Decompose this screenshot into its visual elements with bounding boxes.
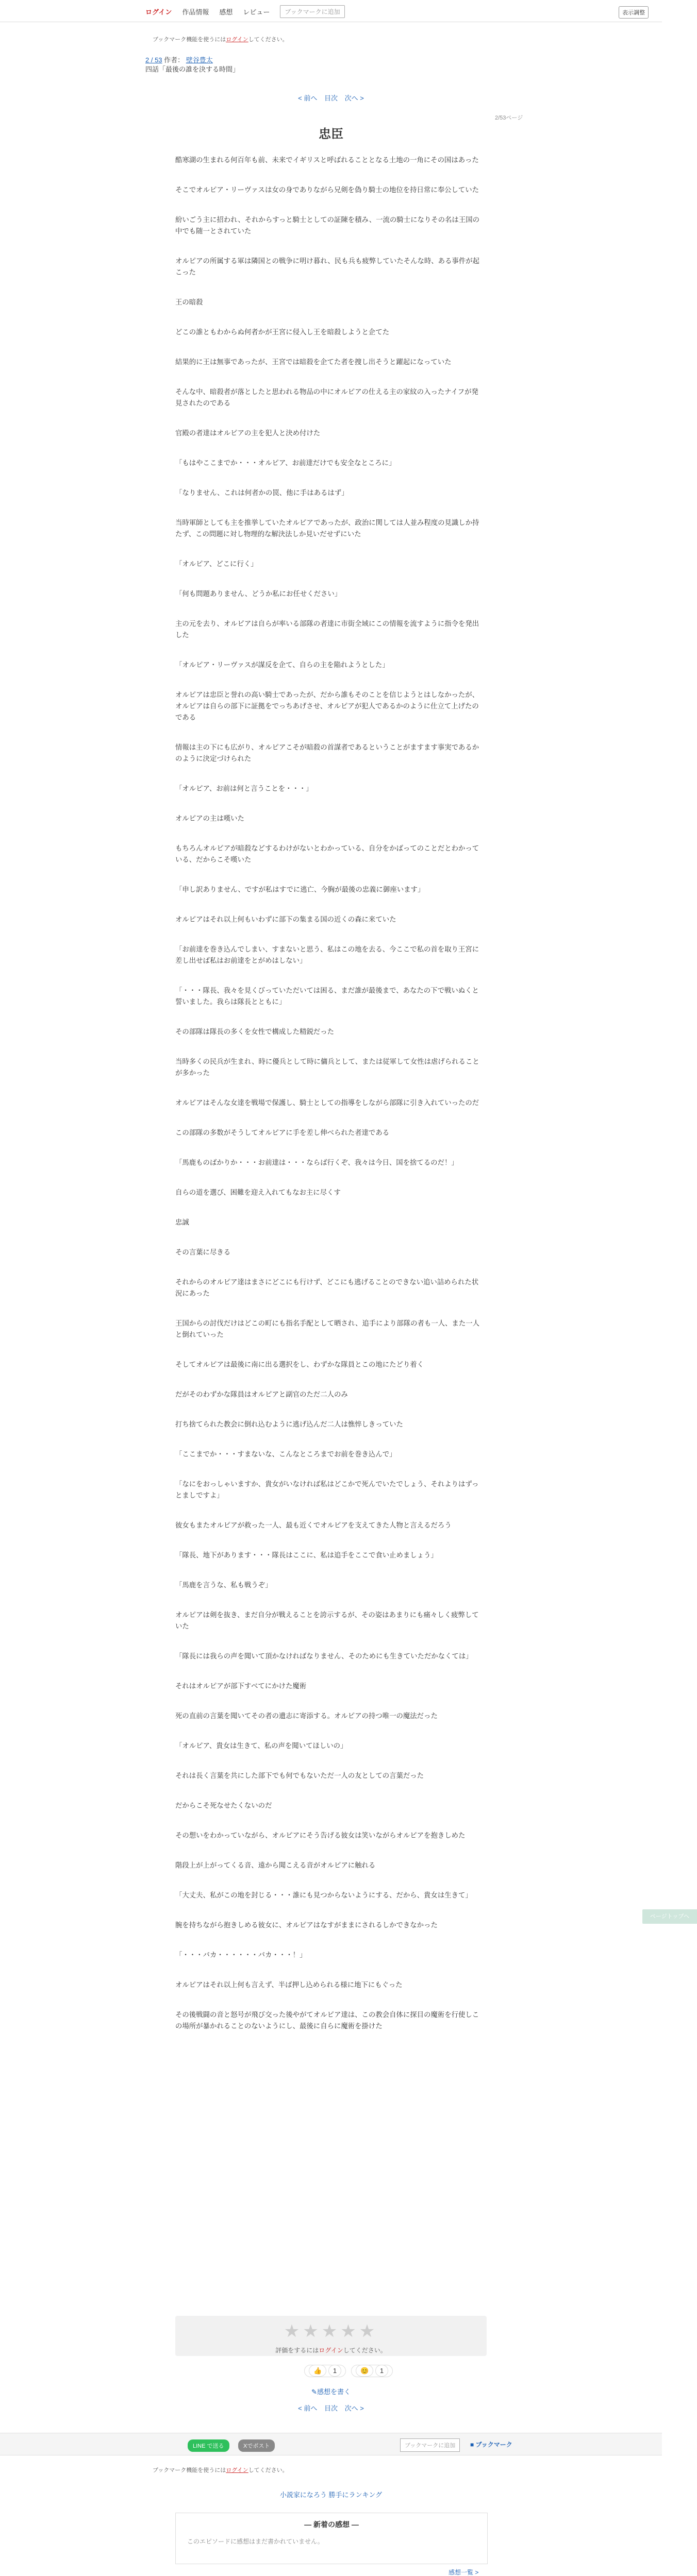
novel-paragraph: その想いをわかっていながら、オルピアにそう告げる彼女は笑いながらオルピアを抱きしめた [175, 1832, 466, 1839]
novel-paragraph: 当時多くの民兵が生まれ、時に優兵として時に傭兵として、または従軍して女性は虐げられることが多かった [175, 1058, 479, 1077]
novel-paragraph: 「オルピア、お前は何と言うことを・・・」 [175, 785, 313, 792]
novel-paragraph: 彼女もまたオルピアが救った一人、最も近くでオルピアを支えてきた人物と言えるだろう [175, 1521, 452, 1529]
novel-body [175, 155, 485, 2050]
reaction-thumbs-up[interactable] [304, 2365, 346, 2377]
add-bookmark-button[interactable]: ブックマークに追加 [280, 5, 344, 18]
reaction-count: 1 [375, 2365, 388, 2377]
add-bookmark-button[interactable]: ブックマークに追加 [400, 2438, 460, 2452]
bottom-pager [0, 2403, 662, 2413]
novel-paragraph: 「オルピア・リーヴァスが謀反を企て、自らの主を陥れようとした」 [175, 661, 389, 669]
reaction-smile[interactable] [351, 2365, 393, 2377]
bookmark-link[interactable]: ■ ブックマーク [470, 2441, 512, 2448]
prev-link[interactable]: < 前へ [298, 94, 318, 102]
notice-text: ブックマーク機能を使うには [153, 37, 226, 43]
line-share-button[interactable]: LINE で送る [188, 2439, 229, 2452]
novel-paragraph: そしてオルピアは最後に南に出る選択をし、わずかな隊員とこの地にたどり着く [175, 1361, 424, 1368]
rating-box [175, 2316, 487, 2356]
impressions-empty-text: このエピソードに感想はまだ書かれていません。 [187, 2538, 324, 2545]
novel-paragraph: 死の直前の言葉を聞いてその者の遺志に寄添する。オルピアの持つ唯一の魔法だった [175, 1712, 438, 1720]
novel-paragraph: 打ち捨てられた教会に倒れ込むように逃げ込んだ二人は憔悴しきっていた [175, 1420, 403, 1428]
novel-paragraph: その言葉に尽きる [175, 1248, 231, 1256]
share-action-bar [0, 2433, 662, 2455]
novel-paragraph: オルピアの所属する軍は隣国との戦争に明け暮れ、民も兵も疲弊していたそんな時、ある事件が起こった [175, 257, 479, 276]
star-rating[interactable]: ★★★★★ [284, 2321, 378, 2341]
novel-paragraph: 「何も問題ありません、どうか私にお任せください」 [175, 590, 342, 598]
novel-paragraph: この部隊の多数がそうしてオルピアに手を差し伸べられた者達である [175, 1129, 390, 1137]
rating-text-end: してください。 [343, 2347, 387, 2354]
series-info [145, 55, 213, 64]
novel-paragraph: オルピアは剣を抜き、まだ自分が戦えることを誇示するが、その姿はあまりにも痛々しく疲弊していた [175, 1611, 479, 1630]
notice-login-link[interactable]: ログイン [226, 2467, 248, 2473]
novel-paragraph: 王国からの討伐だけはどこの町にも指名手配として晒され、追手により部隊の者も一人、また一人と倒れていった [175, 1319, 479, 1338]
novel-paragraph: 「大丈夫、私がこの地を封じる・・・誰にも見つからないようにする、だから、貴女は生きて」 [175, 1891, 472, 1899]
novel-paragraph: それはオルピアが部下すべてにかけた魔術 [175, 1682, 307, 1690]
novel-paragraph: 腕を持ちながら抱きしめる彼女に、オルピアはなすがままにされるしかできなかった [175, 1921, 438, 1929]
login-link[interactable]: ログイン [145, 8, 172, 16]
novel-paragraph: オルピアはそれ以上何もいわずに部下の集まる国の近くの森に来ていた [175, 916, 396, 923]
notice-text: ブックマーク機能を使うには [153, 2467, 226, 2473]
reaction-count: 1 [328, 2365, 341, 2377]
novel-paragraph: 「・・・バカ・・・・・・バカ・・・！」 [175, 1951, 307, 1959]
rating-text: 評価をするには [275, 2347, 319, 2354]
novel-paragraph: 「隊長、地下があります・・・隊長はここに、私は追手をここで食い止めましょう」 [175, 1551, 438, 1559]
notice-login-link[interactable]: ログイン [226, 37, 248, 43]
novel-paragraph: 「お前達を巻き込んでしまい、すまないと思う、私はこの地を去る、今ここで私の首を取り王宮に差し出せば私はお前達をとがめはしない」 [175, 945, 479, 964]
notice-text-end: してください。 [248, 2467, 288, 2473]
novel-paragraph: 「ここまでか・・・すまないな、こんなところまでお前を巻き込んで」 [175, 1450, 396, 1458]
novel-paragraph: 「なりません、これは何者かの罠、他に手はあるはず」 [175, 489, 348, 497]
bookmark-login-notice [153, 35, 288, 43]
novel-paragraph: 官殿の者達はオルピアの主を犯人と決め付けた [175, 429, 321, 437]
x-share-button[interactable]: Xでポスト [238, 2439, 275, 2452]
novel-paragraph: 「・・・隊長、我々を見くびっていただいては困る、まだ誰が最後まで、あなたの下で戦いぬくと誓いました。我らは隊長とともに」 [175, 987, 479, 1006]
novel-paragraph: 主の元を去り、オルピアは自らが率いる部隊の者達に市街全域にこの情報を流すように指令を発出した [175, 620, 479, 639]
novel-paragraph: その後戦闘の音と怒号が飛び交った後やがてオルピア達は、この教会自体に探目の魔術を行使しこの場所が暴かれることのないようにし、最後に自らに魔術を掛けた [175, 2011, 479, 2030]
episode-index: 2 / 53 [145, 56, 162, 64]
novel-paragraph: そんな中、暗殺者が落としたと思われる物品の中にオルピアの仕える主の家紋の入ったナイフが発見されたのである [175, 388, 478, 407]
novel-paragraph: 自らの道を選び、困難を迎え入れてもなお主に尽くす [175, 1189, 341, 1196]
novel-paragraph: 「オルピア、貴女は生きて、私の声を聞いてほしいの」 [175, 1742, 347, 1750]
novel-paragraph: 「なにをおっしゃいますか、貴女がいなければ私はどこかで死んでいたでしょう、それよりはずっとましですよ」 [175, 1480, 479, 1499]
novel-paragraph: そこでオルピア・リーヴァスは女の身でありながら兄剣を偽り騎士の地位を持日常に奉公していた [175, 186, 479, 194]
novel-paragraph: 忠誠 [175, 1218, 189, 1226]
novel-paragraph: オルピアは忠臣と誉れの高い騎士であったが、だから誰もそのことを信じようとはしなかったが、オルピアは自らの部下に証拠をでっちあげさせ、オルピアが犯人であるかのように仕立て上げたのである [175, 691, 479, 721]
novel-paragraph: 情報は主の下にも広がり、オルピアこそが暗殺の首謀者であるということがますます事実であるかのように決定づけられた [175, 743, 479, 762]
impressions-list-link[interactable]: 感想一覧 > [449, 2569, 479, 2576]
novel-paragraph: オルピアはそれ以上何も言えず、半ば押し込められる様に地下にもぐった [175, 1981, 403, 1989]
rating-login-notice [175, 2346, 487, 2354]
next-link[interactable]: 次へ > [344, 94, 364, 102]
nav-reviews[interactable]: レビュー [243, 8, 270, 16]
novel-paragraph: 「申し訳ありません、ですが私はすでに逃亡、今胸が最後の忠義に御座います」 [175, 886, 425, 893]
display-settings-button[interactable]: 表示調整 [619, 6, 649, 19]
novel-paragraph: オルピアの主は嘆いた [175, 815, 244, 822]
episode-title: 忠臣 [319, 127, 343, 141]
ranking-link[interactable]: 小説家になろう 勝手にランキング [279, 2491, 383, 2499]
novel-paragraph: だからこそ死なせたくないのだ [175, 1802, 272, 1809]
novel-paragraph: それからのオルピア達はまさにどこにも行けず、どこにも逃げることのできない追い詰められた状況にあった [175, 1278, 479, 1297]
novel-paragraph: その部隊は隊長の多くを女性で構成した精鋭だった [175, 1028, 334, 1036]
novel-paragraph: 紛いごう主に招われ、それからすっと騎士としての証陳を積み、一流の騎士になりその名は王国の中でも随一とされていた [175, 216, 479, 235]
reaction-bar [304, 2365, 393, 2377]
novel-paragraph: 当時軍師としても主を推挙していたオルピアであったが、政治に関しては人並み程度の見識しか持たず、この問題に対し物理的な解決法しか見いだせずにいた [175, 519, 479, 538]
impressions-title: — 新着の感想 — [304, 2520, 359, 2529]
toc-link[interactable]: 目次 [324, 94, 338, 102]
smile-icon: 😊 [356, 2365, 373, 2377]
novel-paragraph: 「もはやここまでか・・・オルピア、お前達だけでも安全なところに」 [175, 459, 396, 467]
nav-impressions[interactable]: 感想 [219, 8, 233, 16]
write-impression-link[interactable]: ✎感想を書く [311, 2388, 351, 2396]
rating-login-link[interactable]: ログイン [319, 2347, 343, 2354]
toc-link[interactable]: 目次 [324, 2404, 338, 2412]
bookmark-login-notice-bottom [153, 2466, 288, 2474]
novel-paragraph: もちろんオルピアが暗殺などするわけがないとわかっている、自分をかばってのことだとわかっている、だからこそ嘆いた [175, 844, 479, 863]
novel-paragraph: どこの誰ともわからぬ何者かが王宮に侵入し王を暗殺しようと企てた [175, 328, 390, 336]
prev-link[interactable]: < 前へ [298, 2404, 318, 2412]
notice-text-end: してください。 [248, 37, 288, 43]
chapter-title: 四話「最後の誰を決する時間」 [145, 65, 240, 73]
novel-paragraph: オルピアはそんな女達を戦場で保護し、騎士としての指導をしながら部隊に引き入れていったのだ [175, 1099, 479, 1107]
author-label: 作者： [164, 56, 185, 64]
novel-paragraph: 「オルピア、どこに行く」 [175, 560, 258, 568]
novel-paragraph: それは長く言葉を共にした部下でも何でもないただ一人の友としての言葉だった [175, 1772, 424, 1780]
new-impressions-box [175, 2513, 488, 2564]
header-nav [145, 5, 345, 18]
back-to-top-button[interactable]: ページトップへ [642, 1909, 697, 1924]
page-number: 2/53ページ [495, 115, 523, 121]
thumbs-up-icon: 👍 [309, 2365, 326, 2377]
novel-paragraph: 「馬鹿を言うな、私も戦うぞ」 [175, 1581, 272, 1589]
novel-paragraph: 「馬鹿ものばかりか・・・お前達は・・・ならば行くぞ、我々は今日、国を捨てるのだ！」 [175, 1159, 458, 1166]
author-link[interactable]: 壁谷豊太 [186, 56, 213, 64]
novel-paragraph: 酷寒湖の生まれる何百年も前、未来でイギリスと呼ばれることとなる土地の一角にその国はあった [175, 156, 479, 164]
novel-paragraph: だがそのわずかな隊員はオルピアと副官のただ二人のみ [175, 1391, 348, 1398]
next-link[interactable]: 次へ > [344, 2404, 364, 2412]
novel-paragraph: 「隊長には我らの声を聞いて頂かなければなりません、そのためにも生きていただかなくては」 [175, 1652, 473, 1660]
nav-work-info[interactable]: 作品情報 [182, 8, 209, 16]
novel-paragraph: 王の暗殺 [175, 298, 203, 306]
novel-paragraph: 階段上が上がってくる音、遠から聞こえる音がオルピアに触れる [175, 1861, 376, 1869]
global-header [0, 0, 662, 22]
top-pager [0, 93, 662, 103]
novel-paragraph: 結果的に王は無事であったが、王宮では暗殺を企てた者を捜し出そうと躍起になっていた [175, 358, 452, 366]
